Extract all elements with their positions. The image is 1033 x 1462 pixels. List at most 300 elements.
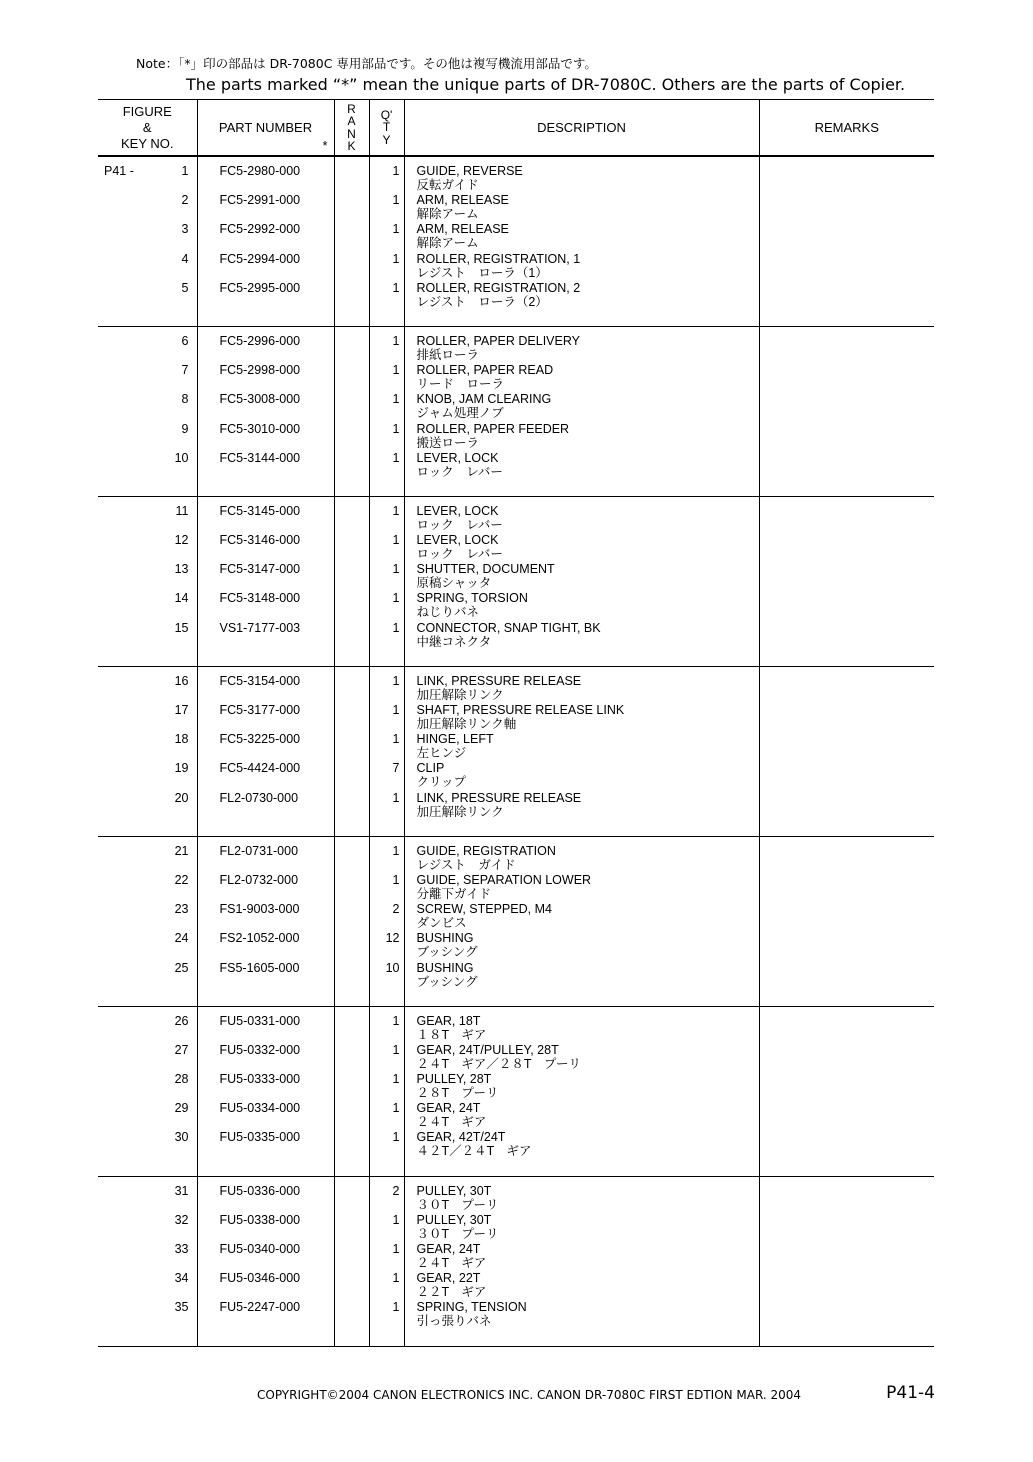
list-item bbox=[98, 422, 197, 451]
part-number: FC5-3177-000 bbox=[219, 703, 301, 717]
key-number: 20 bbox=[174, 790, 189, 805]
part-number-list bbox=[198, 327, 334, 496]
quantity: 1 bbox=[392, 421, 400, 436]
description bbox=[405, 1072, 759, 1101]
parts-group-row bbox=[98, 1176, 934, 1346]
list-item bbox=[98, 451, 197, 480]
description-english: ARM, RELEASE bbox=[416, 193, 509, 208]
key-number: 25 bbox=[174, 960, 189, 975]
key-no-cell bbox=[98, 326, 197, 496]
list-item bbox=[98, 791, 197, 820]
description-english: GEAR, 22T bbox=[416, 1271, 481, 1286]
key-number: 10 bbox=[174, 450, 189, 465]
parts-group-row bbox=[98, 326, 934, 496]
list-item bbox=[98, 902, 197, 931]
part-number: FL2-0731-000 bbox=[219, 843, 299, 858]
key-number: 26 bbox=[174, 1013, 189, 1028]
description-japanese: 反転ガイド bbox=[416, 178, 479, 192]
list-item bbox=[98, 873, 197, 902]
header-remarks: REMARKS bbox=[759, 100, 934, 157]
description bbox=[405, 451, 759, 480]
key-no-list bbox=[98, 1007, 197, 1176]
remarks-cell bbox=[759, 836, 934, 1006]
part-number: FC5-2991-000 bbox=[219, 193, 301, 208]
description bbox=[405, 1184, 759, 1213]
description bbox=[405, 1043, 759, 1072]
description-english: GEAR, 24T/PULLEY, 28T bbox=[416, 1042, 559, 1057]
key-number: 28 bbox=[174, 1072, 189, 1087]
parts-table-body bbox=[98, 156, 934, 1346]
description-japanese: 解除アーム bbox=[416, 207, 479, 222]
description-japanese: ２２T ギア bbox=[416, 1285, 487, 1300]
qty-cell bbox=[369, 666, 404, 836]
key-number: 27 bbox=[174, 1042, 189, 1057]
list-item bbox=[98, 504, 197, 533]
part-number-cell bbox=[197, 156, 334, 326]
description-japanese: レジスト ローラ（2） bbox=[416, 294, 548, 309]
description bbox=[405, 334, 759, 363]
remarks-cell bbox=[759, 156, 934, 326]
header-qty bbox=[369, 100, 404, 157]
description-english: GUIDE, SEPARATION LOWER bbox=[416, 872, 592, 887]
quantity: 1 bbox=[392, 450, 400, 465]
key-number: 1 bbox=[181, 164, 189, 178]
description-japanese: １８T ギア bbox=[416, 1027, 487, 1042]
key-number: 33 bbox=[174, 1242, 189, 1256]
description bbox=[405, 591, 759, 620]
description-english: PULLEY, 30T bbox=[416, 1183, 492, 1198]
description bbox=[405, 791, 759, 820]
part-number: FS2-1052-000 bbox=[219, 931, 300, 946]
list-item bbox=[98, 164, 197, 193]
description-english: LINK, PRESSURE RELEASE bbox=[416, 673, 582, 688]
rank-cell bbox=[334, 326, 369, 496]
quantity: 1 bbox=[392, 673, 400, 688]
description-english: GEAR, 42T/24T bbox=[416, 1130, 506, 1145]
description-japanese: 加圧解除リンク bbox=[416, 687, 504, 702]
description bbox=[405, 961, 759, 990]
part-number: FU5-0333-000 bbox=[219, 1072, 301, 1087]
qty-list bbox=[370, 1177, 404, 1346]
description-english: KNOB, JAM CLEARING bbox=[416, 392, 552, 407]
key-number: 18 bbox=[174, 732, 189, 747]
header-figure: FIGURE bbox=[122, 103, 172, 119]
description-japanese: 引っ張りバネ bbox=[416, 1314, 492, 1329]
header-part-number bbox=[197, 100, 334, 157]
description-english: ROLLER, PAPER READ bbox=[416, 363, 554, 378]
description-english: GEAR, 18T bbox=[416, 1013, 481, 1028]
parts-group-row bbox=[98, 1006, 934, 1176]
key-no-list bbox=[98, 157, 197, 326]
part-number: FC5-3144-000 bbox=[219, 450, 301, 465]
quantity: 1 bbox=[392, 193, 400, 208]
description-japanese: クリップ bbox=[416, 775, 467, 790]
description bbox=[405, 1014, 759, 1043]
parts-group-row bbox=[98, 496, 934, 666]
header-unique-star: * bbox=[322, 138, 328, 153]
list-item bbox=[98, 1130, 197, 1159]
description-japanese: ブッシング bbox=[416, 974, 478, 989]
description-list bbox=[405, 157, 759, 326]
list-item bbox=[98, 621, 197, 650]
list-item bbox=[98, 1300, 197, 1329]
header-figure-key-no bbox=[98, 100, 197, 157]
description-japanese: ロック レバー bbox=[416, 517, 503, 532]
part-number: FC5-2992-000 bbox=[219, 222, 301, 237]
qty-list bbox=[370, 1007, 404, 1176]
key-number: 3 bbox=[181, 222, 189, 237]
description-english: ROLLER, PAPER FEEDER bbox=[416, 421, 570, 436]
quantity: 1 bbox=[392, 1300, 400, 1315]
part-number: FC5-3154-000 bbox=[219, 673, 301, 688]
quantity: 1 bbox=[392, 164, 400, 178]
description-japanese: レジスト ガイド bbox=[416, 857, 516, 872]
part-number: FU5-0332-000 bbox=[219, 1042, 301, 1057]
description-english: LEVER, LOCK bbox=[416, 450, 499, 465]
quantity: 1 bbox=[392, 790, 400, 805]
description-japanese: ロック レバー bbox=[416, 547, 503, 562]
quantity: 1 bbox=[392, 843, 400, 858]
part-number: FL2-0730-000 bbox=[219, 790, 299, 805]
remarks-cell bbox=[759, 1006, 934, 1176]
description-english: LEVER, LOCK bbox=[416, 503, 499, 518]
list-item bbox=[98, 281, 197, 310]
key-number: 4 bbox=[181, 251, 189, 266]
description-english: GEAR, 24T bbox=[416, 1242, 481, 1256]
quantity: 2 bbox=[392, 902, 400, 917]
header-part-number-label: PART NUMBER bbox=[218, 120, 313, 135]
rank-cell bbox=[334, 836, 369, 1006]
remarks-cell bbox=[759, 1176, 934, 1346]
part-number: FC5-4424-000 bbox=[219, 761, 301, 776]
description-japanese: ロック レバー bbox=[416, 464, 503, 479]
description-english: SPRING, TORSION bbox=[416, 591, 528, 606]
description bbox=[405, 873, 759, 902]
list-item bbox=[98, 252, 197, 281]
key-number: 23 bbox=[174, 902, 189, 917]
list-item bbox=[98, 931, 197, 960]
description-english: HINGE, LEFT bbox=[416, 732, 494, 747]
page-number: P41-4 bbox=[886, 1383, 935, 1403]
part-number-list bbox=[198, 157, 334, 326]
key-no-list bbox=[98, 837, 197, 1006]
quantity: 1 bbox=[392, 251, 400, 266]
description-english: ROLLER, PAPER DELIVERY bbox=[416, 333, 580, 348]
key-number: 7 bbox=[181, 363, 189, 378]
key-number: 5 bbox=[181, 280, 189, 295]
parts-group-row bbox=[98, 836, 934, 1006]
qty-cell bbox=[369, 1006, 404, 1176]
parts-group-row bbox=[98, 666, 934, 836]
description-english: GEAR, 24T bbox=[416, 1101, 481, 1116]
key-no-cell bbox=[98, 666, 197, 836]
list-item bbox=[98, 1072, 197, 1101]
list-item bbox=[98, 1043, 197, 1072]
part-number: FU5-0331-000 bbox=[219, 1013, 301, 1028]
list-item bbox=[98, 761, 197, 790]
description-cell bbox=[404, 156, 759, 326]
key-no-cell bbox=[98, 496, 197, 666]
description-list bbox=[405, 497, 759, 666]
key-number: 21 bbox=[174, 843, 189, 858]
key-number: 2 bbox=[181, 193, 189, 208]
list-item bbox=[98, 732, 197, 761]
header-rank bbox=[334, 100, 369, 157]
qty-list bbox=[370, 327, 404, 496]
part-number-list bbox=[198, 497, 334, 666]
qty-list bbox=[370, 497, 404, 666]
list-item bbox=[98, 674, 197, 703]
rank-cell bbox=[334, 156, 369, 326]
remarks-cell bbox=[759, 496, 934, 666]
quantity: 1 bbox=[392, 1042, 400, 1057]
header-rank-letter: N bbox=[347, 126, 356, 141]
qty-list bbox=[370, 667, 404, 836]
key-number: 13 bbox=[174, 562, 189, 577]
description bbox=[405, 1101, 759, 1130]
description-list bbox=[405, 327, 759, 496]
description-english: PULLEY, 28T bbox=[416, 1072, 492, 1087]
key-number: 9 bbox=[181, 421, 189, 436]
description bbox=[405, 281, 759, 310]
part-number: FC5-2995-000 bbox=[219, 280, 301, 295]
description-english: LINK, PRESSURE RELEASE bbox=[416, 790, 582, 805]
list-item bbox=[98, 703, 197, 732]
list-item bbox=[98, 363, 197, 392]
quantity: 1 bbox=[392, 732, 400, 747]
key-no-cell bbox=[98, 1006, 197, 1176]
description bbox=[405, 562, 759, 591]
description-japanese: 加圧解除リンク軸 bbox=[416, 717, 517, 731]
quantity: 1 bbox=[392, 1212, 400, 1227]
description-japanese: ３０T プーリ bbox=[416, 1226, 499, 1241]
rank-cell bbox=[334, 666, 369, 836]
description-english: SHUTTER, DOCUMENT bbox=[416, 562, 555, 577]
description-japanese: ２４T ギア bbox=[416, 1256, 487, 1270]
description-english: SCREW, STEPPED, M4 bbox=[416, 902, 552, 917]
list-item bbox=[98, 844, 197, 873]
footer-copyright: COPYRIGHT©2004 CANON ELECTRONICS INC. CANON DR-7080C FIRST EDTION MAR. 2004 bbox=[257, 1388, 802, 1402]
description-japanese: 排紙ローラ bbox=[416, 347, 480, 362]
part-number: FC5-2998-000 bbox=[219, 363, 301, 378]
description bbox=[405, 1130, 759, 1159]
part-number: FC5-3146-000 bbox=[219, 533, 301, 548]
description-english: ARM, RELEASE bbox=[416, 222, 509, 237]
key-no-list bbox=[98, 667, 197, 836]
header-qty-letter: Q' bbox=[380, 107, 393, 122]
key-no-list bbox=[98, 497, 197, 666]
part-number-list bbox=[198, 1007, 334, 1176]
quantity: 7 bbox=[392, 761, 400, 776]
part-number: FU5-0346-000 bbox=[219, 1271, 301, 1286]
description-english: BUSHING bbox=[416, 931, 474, 946]
key-number: 24 bbox=[174, 931, 189, 946]
description-japanese: 加圧解除リンク bbox=[416, 804, 504, 819]
key-number: 35 bbox=[174, 1300, 189, 1315]
note-english: The parts marked “*” mean the unique parts of DR-7080C. Others are the parts of Copier. bbox=[186, 75, 906, 94]
description-list bbox=[405, 1007, 759, 1176]
description bbox=[405, 363, 759, 392]
list-item bbox=[98, 591, 197, 620]
parts-table bbox=[98, 99, 934, 1347]
quantity: 1 bbox=[392, 1242, 400, 1256]
description-cell bbox=[404, 836, 759, 1006]
list-item bbox=[98, 533, 197, 562]
description-english: CLIP bbox=[416, 761, 445, 776]
description-cell bbox=[404, 326, 759, 496]
key-no-list bbox=[98, 327, 197, 496]
list-item bbox=[98, 222, 197, 251]
description-cell bbox=[404, 666, 759, 836]
description-japanese: ダンビス bbox=[416, 916, 467, 931]
description-japanese: ジャム処理ノブ bbox=[416, 406, 504, 421]
list-item bbox=[98, 562, 197, 591]
key-number: 11 bbox=[175, 503, 189, 518]
qty-cell bbox=[369, 156, 404, 326]
header-amp: & bbox=[142, 119, 152, 135]
qty-cell bbox=[369, 836, 404, 1006]
description bbox=[405, 222, 759, 251]
quantity: 2 bbox=[392, 1183, 400, 1198]
key-no-cell bbox=[98, 1176, 197, 1346]
remarks-cell bbox=[759, 326, 934, 496]
qty-list bbox=[370, 837, 404, 1006]
part-number-cell bbox=[197, 666, 334, 836]
rank-cell bbox=[334, 1176, 369, 1346]
description-japanese: 原稿シャッタ bbox=[416, 576, 492, 591]
description-english: GUIDE, REVERSE bbox=[416, 164, 523, 178]
quantity: 1 bbox=[392, 392, 400, 407]
key-number: 19 bbox=[174, 761, 189, 776]
list-item bbox=[98, 392, 197, 421]
part-number-cell bbox=[197, 1006, 334, 1176]
rank-cell bbox=[334, 496, 369, 666]
key-number: 34 bbox=[174, 1271, 189, 1286]
quantity: 1 bbox=[392, 533, 400, 548]
description bbox=[405, 674, 759, 703]
key-number: 22 bbox=[174, 872, 189, 887]
part-number: FU5-2247-000 bbox=[219, 1300, 301, 1315]
table-header-row bbox=[98, 100, 934, 157]
quantity: 1 bbox=[392, 620, 400, 635]
description-japanese: 搬送ローラ bbox=[416, 435, 480, 450]
header-rank-letter: A bbox=[347, 114, 356, 128]
part-number: FU5-0340-000 bbox=[219, 1242, 301, 1256]
qty-cell bbox=[369, 496, 404, 666]
description-japanese: 中継コネクタ bbox=[416, 634, 492, 649]
part-number-list bbox=[198, 667, 334, 836]
description-english: ROLLER, REGISTRATION, 1 bbox=[416, 251, 581, 266]
key-no-list bbox=[98, 1177, 197, 1346]
description-english: CONNECTOR, SNAP TIGHT, BK bbox=[416, 620, 601, 635]
remarks-cell bbox=[759, 666, 934, 836]
part-number-cell bbox=[197, 496, 334, 666]
description-english: SPRING, TENSION bbox=[416, 1300, 527, 1315]
description bbox=[405, 422, 759, 451]
part-number: VS1-7177-003 bbox=[219, 620, 301, 635]
key-number: 8 bbox=[181, 392, 189, 407]
part-number: FS5-1605-000 bbox=[219, 960, 300, 975]
quantity: 1 bbox=[392, 703, 400, 717]
qty-list bbox=[370, 157, 404, 326]
part-number: FC5-3008-000 bbox=[219, 392, 301, 407]
description bbox=[405, 392, 759, 421]
list-item bbox=[98, 1101, 197, 1130]
quantity: 1 bbox=[392, 591, 400, 606]
description bbox=[405, 252, 759, 281]
header-key-no: KEY NO. bbox=[120, 135, 174, 151]
list-item bbox=[98, 1213, 197, 1242]
list-item bbox=[98, 193, 197, 222]
part-number: FU5-0336-000 bbox=[219, 1183, 301, 1198]
qty-cell bbox=[369, 326, 404, 496]
list-item bbox=[98, 1184, 197, 1213]
description-japanese: 解除アーム bbox=[416, 236, 479, 251]
quantity: 1 bbox=[392, 1130, 400, 1145]
list-item bbox=[98, 1014, 197, 1043]
key-number: 17 bbox=[174, 703, 189, 717]
part-number: FL2-0732-000 bbox=[219, 872, 299, 887]
header-rank-letter: K bbox=[347, 139, 356, 153]
key-number: 29 bbox=[174, 1101, 189, 1116]
key-number: 31 bbox=[174, 1183, 189, 1198]
key-number: 16 bbox=[174, 673, 189, 688]
parts-group-row bbox=[98, 156, 934, 326]
list-item bbox=[98, 961, 197, 990]
description-japanese: ２４T ギア／２８T プーリ bbox=[416, 1056, 581, 1071]
description-list bbox=[405, 837, 759, 1006]
quantity: 10 bbox=[385, 960, 400, 975]
description-list bbox=[405, 667, 759, 836]
description bbox=[405, 164, 759, 193]
key-number: 15 bbox=[174, 620, 189, 635]
description-japanese: ２４T ギア bbox=[416, 1115, 487, 1130]
description-english: BUSHING bbox=[416, 960, 474, 975]
quantity: 1 bbox=[392, 1013, 400, 1028]
quantity: 1 bbox=[392, 280, 400, 295]
description bbox=[405, 761, 759, 790]
quantity: 1 bbox=[392, 1271, 400, 1286]
quantity: 1 bbox=[392, 333, 400, 348]
part-number: FU5-0334-000 bbox=[219, 1101, 301, 1116]
description-english: PULLEY, 30T bbox=[416, 1212, 492, 1227]
description-english: ROLLER, REGISTRATION, 2 bbox=[416, 280, 581, 295]
quantity: 1 bbox=[392, 562, 400, 577]
quantity: 1 bbox=[392, 363, 400, 378]
quantity: 12 bbox=[385, 931, 400, 946]
key-number: 6 bbox=[181, 333, 189, 348]
rank-cell bbox=[334, 1006, 369, 1176]
description bbox=[405, 844, 759, 873]
key-number: 12 bbox=[174, 533, 189, 548]
figure-id: P41 - bbox=[104, 164, 134, 178]
list-item bbox=[98, 1242, 197, 1271]
quantity: 1 bbox=[392, 503, 400, 518]
description-english: SHAFT, PRESSURE RELEASE LINK bbox=[416, 703, 625, 717]
key-no-cell bbox=[98, 836, 197, 1006]
description bbox=[405, 504, 759, 533]
header-description: DESCRIPTION bbox=[404, 100, 759, 157]
list-item bbox=[98, 334, 197, 363]
description-japanese: ３０T プーリ bbox=[416, 1197, 499, 1212]
description-cell bbox=[404, 1176, 759, 1346]
part-number-cell bbox=[197, 326, 334, 496]
description bbox=[405, 533, 759, 562]
description bbox=[405, 931, 759, 960]
description-english: GUIDE, REGISTRATION bbox=[416, 843, 556, 858]
part-number: FC5-2996-000 bbox=[219, 333, 301, 348]
part-number-cell bbox=[197, 1176, 334, 1346]
